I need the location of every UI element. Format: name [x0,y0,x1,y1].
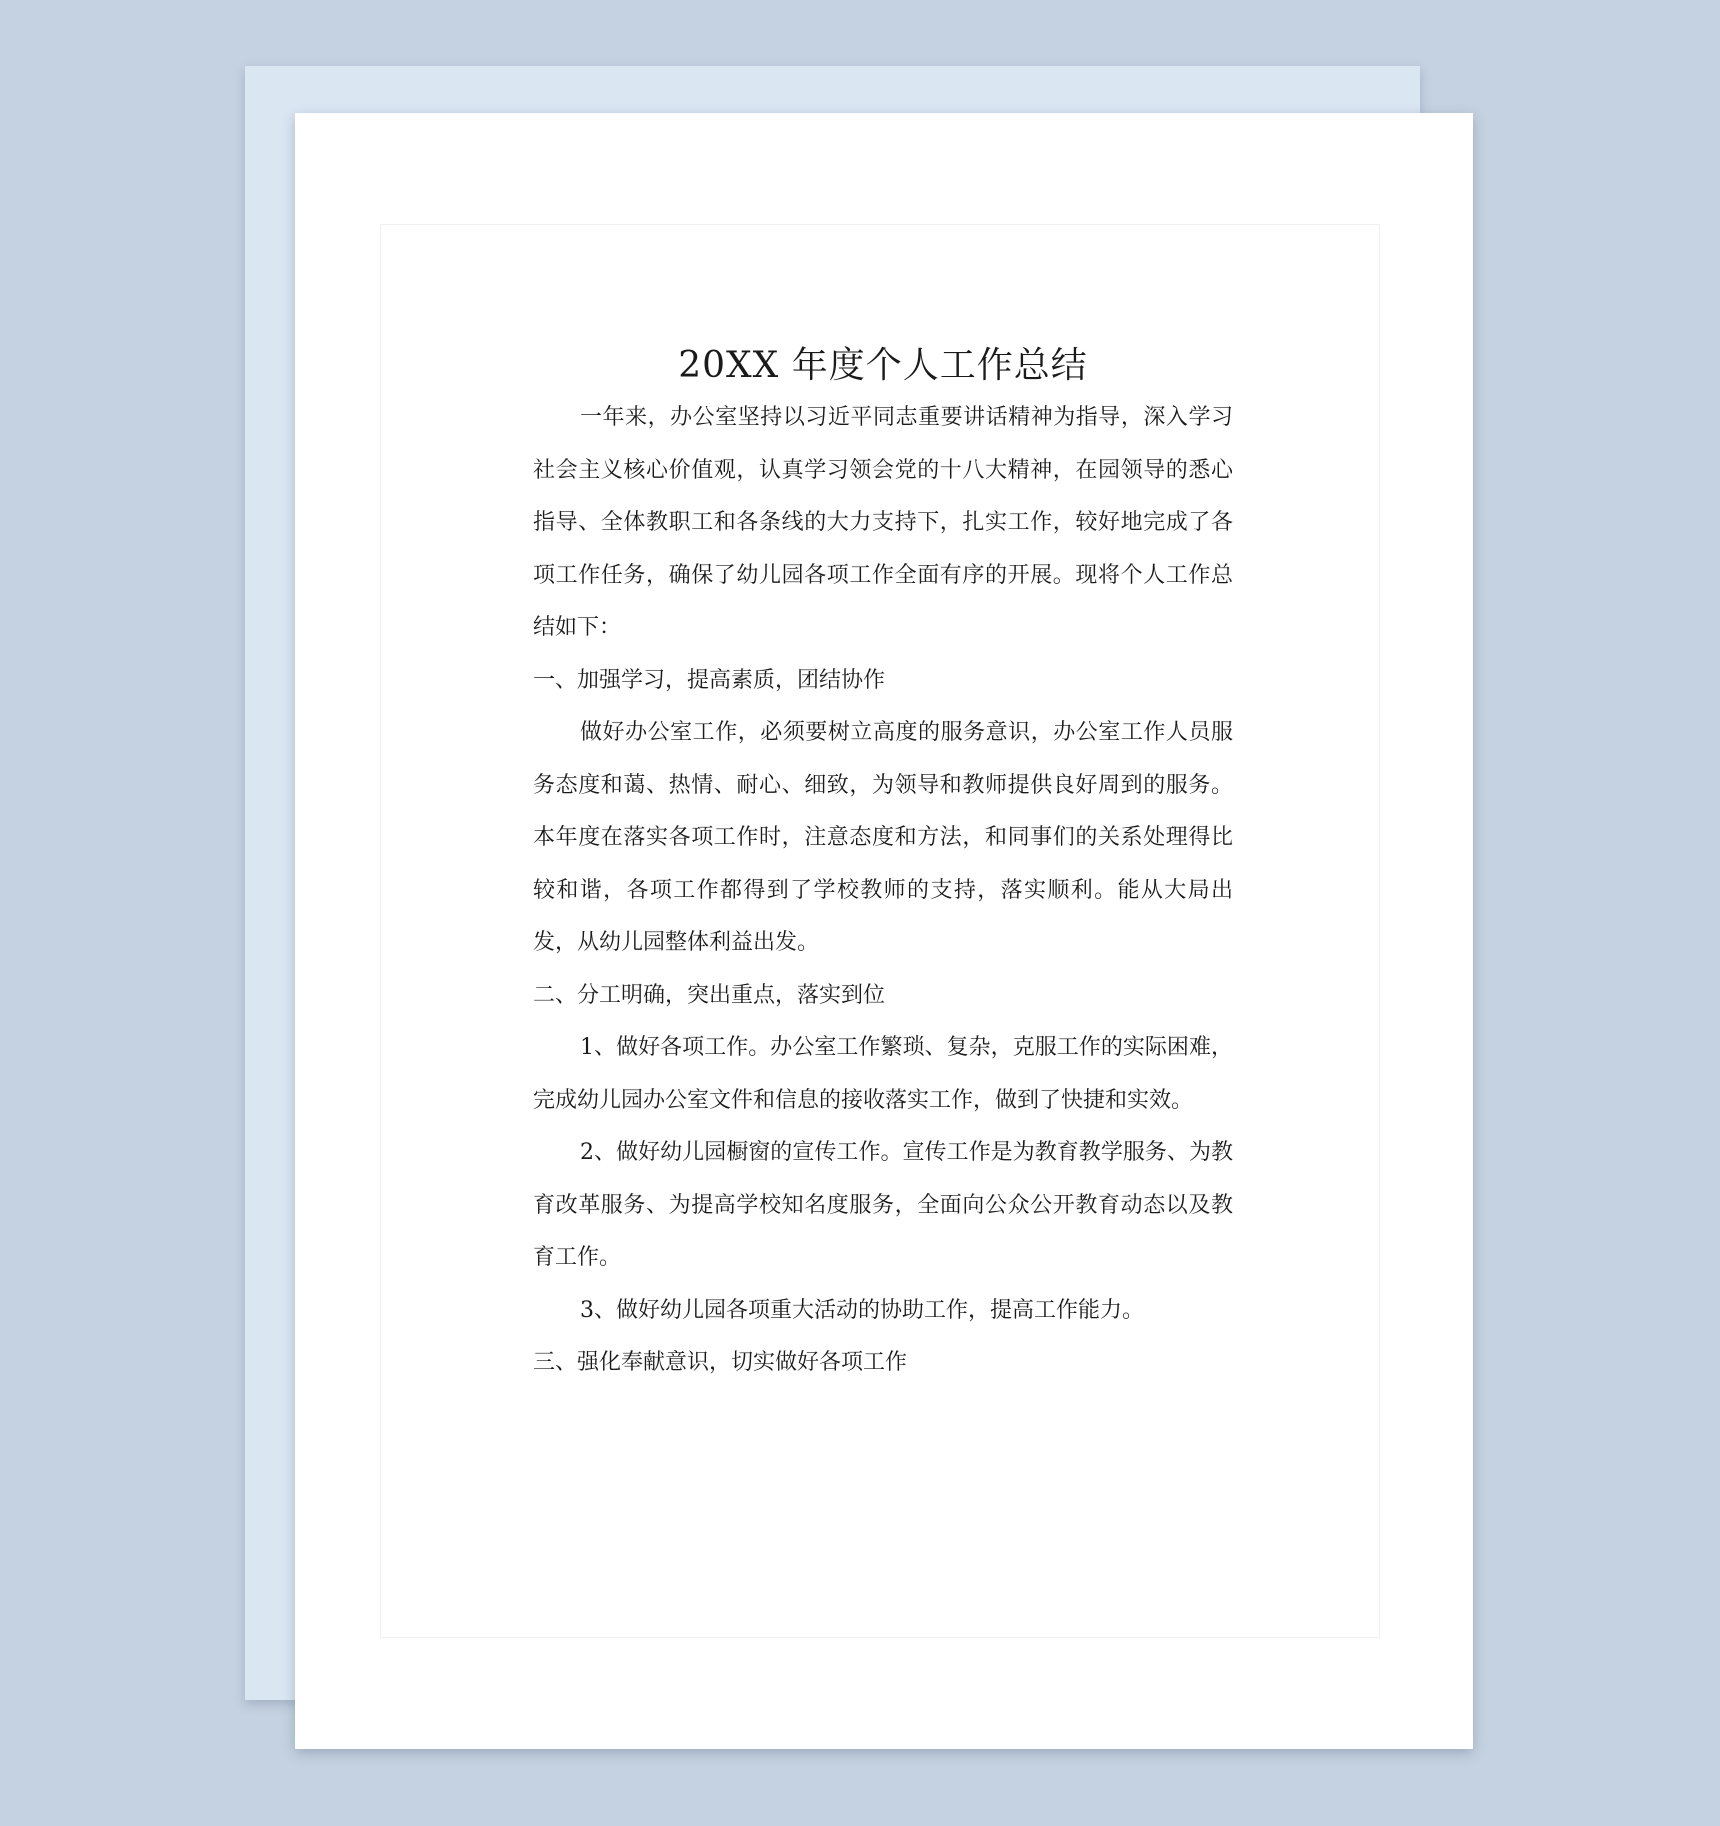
section-2-item-3: 3、做好幼儿园各项重大活动的协助工作，提高工作能力。 [580,1297,1144,1323]
document-title: 20XX 年度个人工作总结 [678,345,1088,386]
section-2-item-1: 1、做好各项工作。办公室工作繁琐、复杂，克服工作的实际困难，完成幼儿园办公室文件和信息的接收落实工作，做到了快捷和实效。 [533,1035,1233,1113]
section-1-paragraph: 做好办公室工作，必须要树立高度的服务意识，办公室工作人员服务态度和蔼、热情、耐心、细致，为领导和教师提供良好周到的服务。本年度在落实各项工作时，注意态度和方法，和同事们的关系处理得比较和谐，各项工作都得到了学校教师的支持，落实顺利。能从大局出发，从幼儿园整体利益出发。 [533,720,1233,955]
section-heading-3: 三、强化奉献意识，切实做好各项工作 [533,1350,908,1375]
document-body [533,342,1233,1390]
section-heading-2: 二、分工明确，突出重点，落实到位 [533,982,886,1008]
section-heading-1: 一、加强学习，提高素质，团结协作 [533,667,886,693]
intro-paragraph: 一年来，办公室坚持以习近平同志重要讲话精神为指导，深入学习社会主义核心价值观，认真学习领会党的十八大精神，在园领导的悉心指导、全体教职工和各条线的大力支持下，扎实工作，较好地完成了各项工作任务，确保了幼儿园各项工作全面有序的开展。现将个人工作总结如下： [533,405,1233,640]
section-2-item-2: 2、做好幼儿园橱窗的宣传工作。宣传工作是为教育教学服务、为教育改革服务、为提高学校知名度服务，全面向公众公开教育动态以及教育工作。 [533,1140,1233,1270]
document-page [295,113,1473,1749]
